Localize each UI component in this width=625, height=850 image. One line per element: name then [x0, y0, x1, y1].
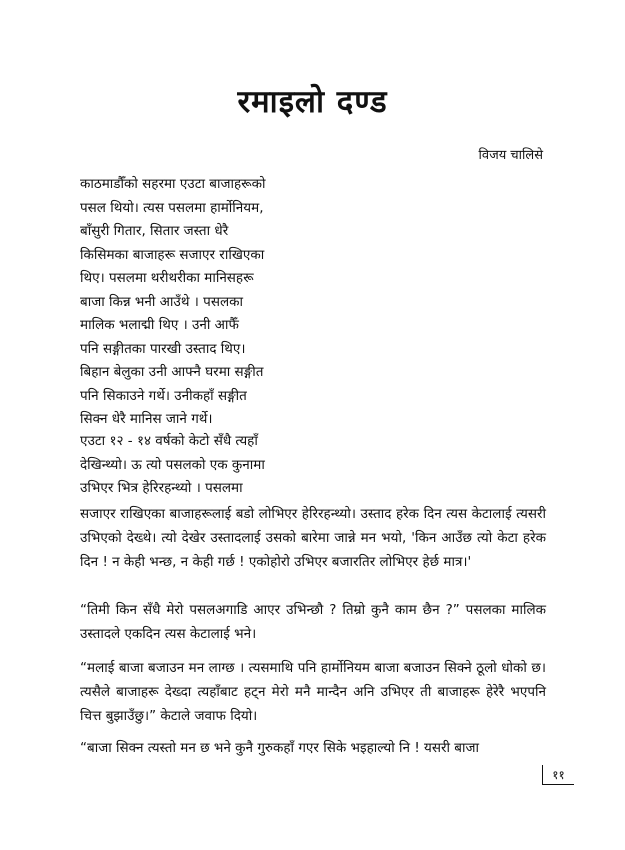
text-line: सिक्न धेरै मानिस जाने गर्थे।: [80, 411, 213, 427]
text-line: पनि सिकाउने गर्थे। उनीकहाँ सङ्गीत: [80, 387, 247, 404]
paragraph-1: [80, 173, 300, 432]
page-number: ११: [542, 765, 574, 785]
paragraph-2-continuation: सजाएर राखिएका बाजाहरूलाई बडो लोभिएर हेरिरहन्थ्यो। उस्ताद हरेक दिन त्यस केटालाई त्यसरी उभिएको देख्थे। त्यो देखेर उस्तादलाई उसको बारेमा जान्ने मन भयो, 'किन आउँछ त्यो केटा हरेक दिन ! न केही भन्छ, न केही गर्छ ! एकोहोरो उभिएर बजारतिर लोभिएर हेर्छ मात्र।': [80, 506, 546, 570]
text-line: बिहान बेलुका उनी आफ्नै घरमा सङ्गीत: [80, 364, 264, 380]
text-line: एउटा १२ - १४ वर्षको केटो सँधै त्यहाँ: [80, 433, 258, 449]
text-line: किसिमका बाजाहरू सजाएर राखिएका: [80, 246, 265, 263]
text-line: पसल थियो। त्यस पसलमा हार्मोनियम,: [80, 199, 264, 216]
paragraph-4: “मलाई बाजा बजाउन मन लाग्छ । त्यसमाथि पनि हार्मोनियम बाजा बजाउन सिक्ने ठूलो धोको छ। त्यसैले बाजाहरू देख्दा त्यहाँबाट हट्न मेरो मनै मान्दैन अनि उभिएर ती बाजाहरू हेरेरै भएपनि चित्त बुझाउँछु।” केटाले जवाफ दियो।: [80, 660, 546, 724]
author-name: विजय चालिसे: [478, 148, 543, 163]
text-line: पनि सङ्गीतका पारखी उस्ताद थिए।: [80, 340, 246, 357]
page-title: रमाइलो दण्ड: [237, 84, 388, 120]
paragraph-2-start: [80, 430, 300, 501]
text-line: उभिएर भित्र हेरिरहन्थ्यो । पसलमा: [80, 480, 243, 496]
text-line: मालिक भलाद्मी थिए । उनी आफैँ: [80, 317, 239, 333]
text-line: थिए। पसलमा थरीथरीका मानिसहरू: [80, 270, 254, 286]
paragraph-5: “बाजा सिक्न त्यस्तो मन छ भने कुनै गुरुकहाँ गएर सिके भइहाल्यो नि ! यसरी बाजा: [80, 740, 480, 756]
text-line: बाजा किन्न भनी आउँथे । पसलका: [80, 293, 243, 310]
paragraph-3: “तिमी किन सँधै मेरो पसलअगाडि आएर उभिन्छौ ? तिम्रो कुनै काम छैन ?” पसलका मालिक उस्तादले एकदिन त्यस केटालाई भने।: [80, 602, 546, 642]
text-line: काठमाडौँको सहरमा एउटा बाजाहरूको: [80, 176, 266, 192]
text-line: देखिन्थ्यो। ऊ त्यो पसलको एक कुनामा: [80, 456, 265, 473]
text-line: बाँसुरी गितार, सितार जस्ता धेरै: [80, 223, 229, 239]
